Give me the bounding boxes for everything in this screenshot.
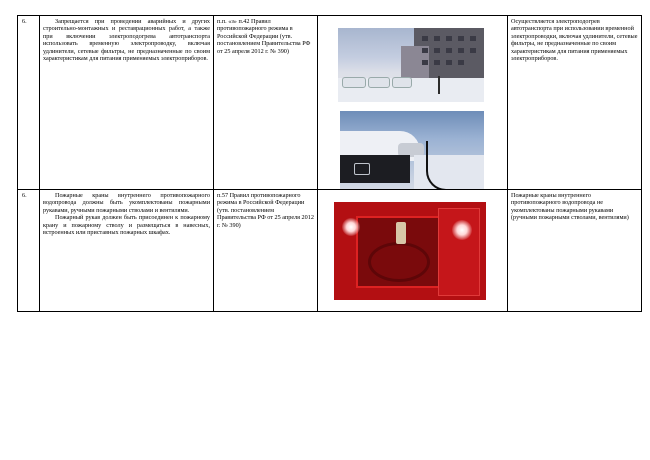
row-number: 6. — [18, 16, 40, 190]
photo-cell — [318, 190, 508, 312]
norm-reference: п.57 Правил противопожарного режима в Российской Федерации (утв. постановлением Правительства РФ от 25 апреля 2012 г. № 390) — [214, 190, 318, 312]
violation-paragraph: Пожарный рукав должен быть присоединен к пожарному крану и пожарному стволу и размещаться в навесных, встроенных или приставных пожарных шкафах. — [43, 214, 210, 237]
table-row — [18, 16, 642, 190]
row-number: 6. — [18, 190, 40, 312]
violation-paragraph: Пожарные краны внутреннего противопожарного водопровода должны быть укомплектованы пожарными рукавами, ручными пожарными стволами и вентилями. — [43, 192, 210, 214]
finding-text: Пожарные краны внутреннего противопожарного водопровода не укомплектованы пожарными рукавами (ручными пожарными стволами, вентилями) — [508, 190, 642, 312]
fire-cabinet-photo — [334, 202, 486, 300]
winter-parking-photo — [338, 28, 484, 102]
violation-text: Запрещается при проведении аварийных и других строительно-монтажных и реставрационных работ, а также при включении электроподогрева автотранспорта использовать временную электропроводку, включая удлинители, сетевые фильтры, не предназначенные по своим характеристикам для питания применяемых электроприборов. — [40, 16, 214, 190]
photo-cell — [318, 16, 508, 190]
car-front-photo — [340, 111, 484, 190]
table-row — [18, 190, 642, 312]
finding-text: Осуществляется электроподогрев автотранспорта при использовании временной электропроводки, включая удлинители, сетевые фильтры, не предназначенные по своим характеристикам для питания применяемых электроприборов. — [508, 16, 642, 190]
norm-reference: п.п. «з» п.42 Правил противопожарного режима в Российской Федерации (утв. постановлением Правительства РФ от 25 апреля 2012 г. № 390) — [214, 16, 318, 190]
violation-text — [40, 190, 214, 312]
violations-table — [17, 15, 642, 312]
